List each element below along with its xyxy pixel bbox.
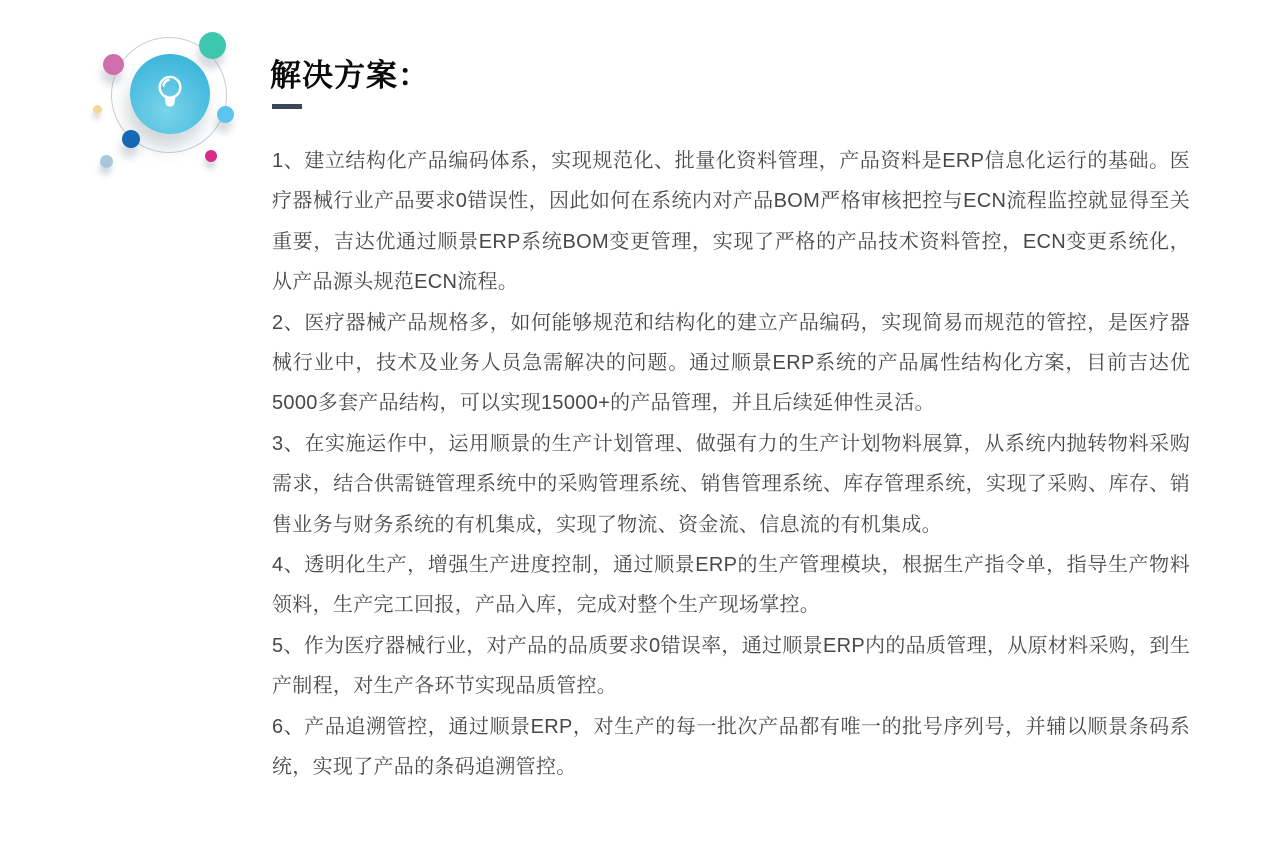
lightbulb-glyph (147, 71, 193, 117)
dark-blue-dot (122, 130, 140, 148)
accent-dash (272, 104, 302, 109)
solution-paragraph: 2、医疗器械产品规格多，如何能够规范和结构化的建立产品编码，实现简易而规范的管控，是医疗器械行业中，技术及业务人员急需解决的问题。通过顺景ERP系统的产品属性结构化方案，目前吉达优5000多套产品结构，可以实现15000+的产品管理，并且后续延伸性灵活。 (272, 311, 1190, 415)
magenta-dot (205, 150, 217, 162)
solution-paragraph: 6、产品追溯管控，通过顺景ERP，对生产的每一批次产品都有唯一的批号序列号，并辅以顺景条码系统，实现了产品的条码追溯管控。 (272, 715, 1190, 779)
yellow-dot (93, 105, 102, 114)
solution-paragraph: 1、建立结构化产品编码体系，实现规范化、批量化资料管理，产品资料是ERP信息化运行的基础。医疗器械行业产品要求0错误性，因此如何在系统内对产品BOM严格审核把控与ECN流程监控就显得至关重要，吉达优通过顺景ERP系统BOM变更管理，实现了严格的产品技术资料管控，ECN变更系统化，从产品源头规范ECN流程。 (272, 150, 1190, 294)
solution-paragraph: 4、透明化生产，增强生产进度控制，通过顺景ERP的生产管理模块，根据生产指令单，指导生产物料领料，生产完工回报，产品入库，完成对整个生产现场掌控。 (272, 554, 1190, 617)
teal-dot (199, 32, 226, 59)
solution-paragraph: 5、作为医疗器械行业，对产品的品质要求0错误率，通过顺景ERP内的品质管理，从原材料采购，到生产制程，对生产各环节实现品质管控。 (272, 634, 1190, 698)
solution-paragraphs (272, 141, 1190, 788)
pink-dot (103, 54, 124, 75)
lightbulb-icon (130, 54, 210, 134)
solution-paragraph: 3、在实施运作中，运用顺景的生产计划管理、做强有力的生产计划物料展算，从系统内抛转物料采购需求，结合供需链管理系统中的采购管理系统、销售管理系统、库存管理系统，实现了采购、库存、销售业务与财务系统的有机集成，实现了物流、资金流、信息流的有机集成。 (272, 432, 1190, 536)
steel-blue-dot (100, 155, 113, 168)
lightbulb-decoration (90, 28, 245, 183)
sky-blue-dot (217, 106, 234, 123)
section-title: 解决方案： (270, 58, 430, 93)
